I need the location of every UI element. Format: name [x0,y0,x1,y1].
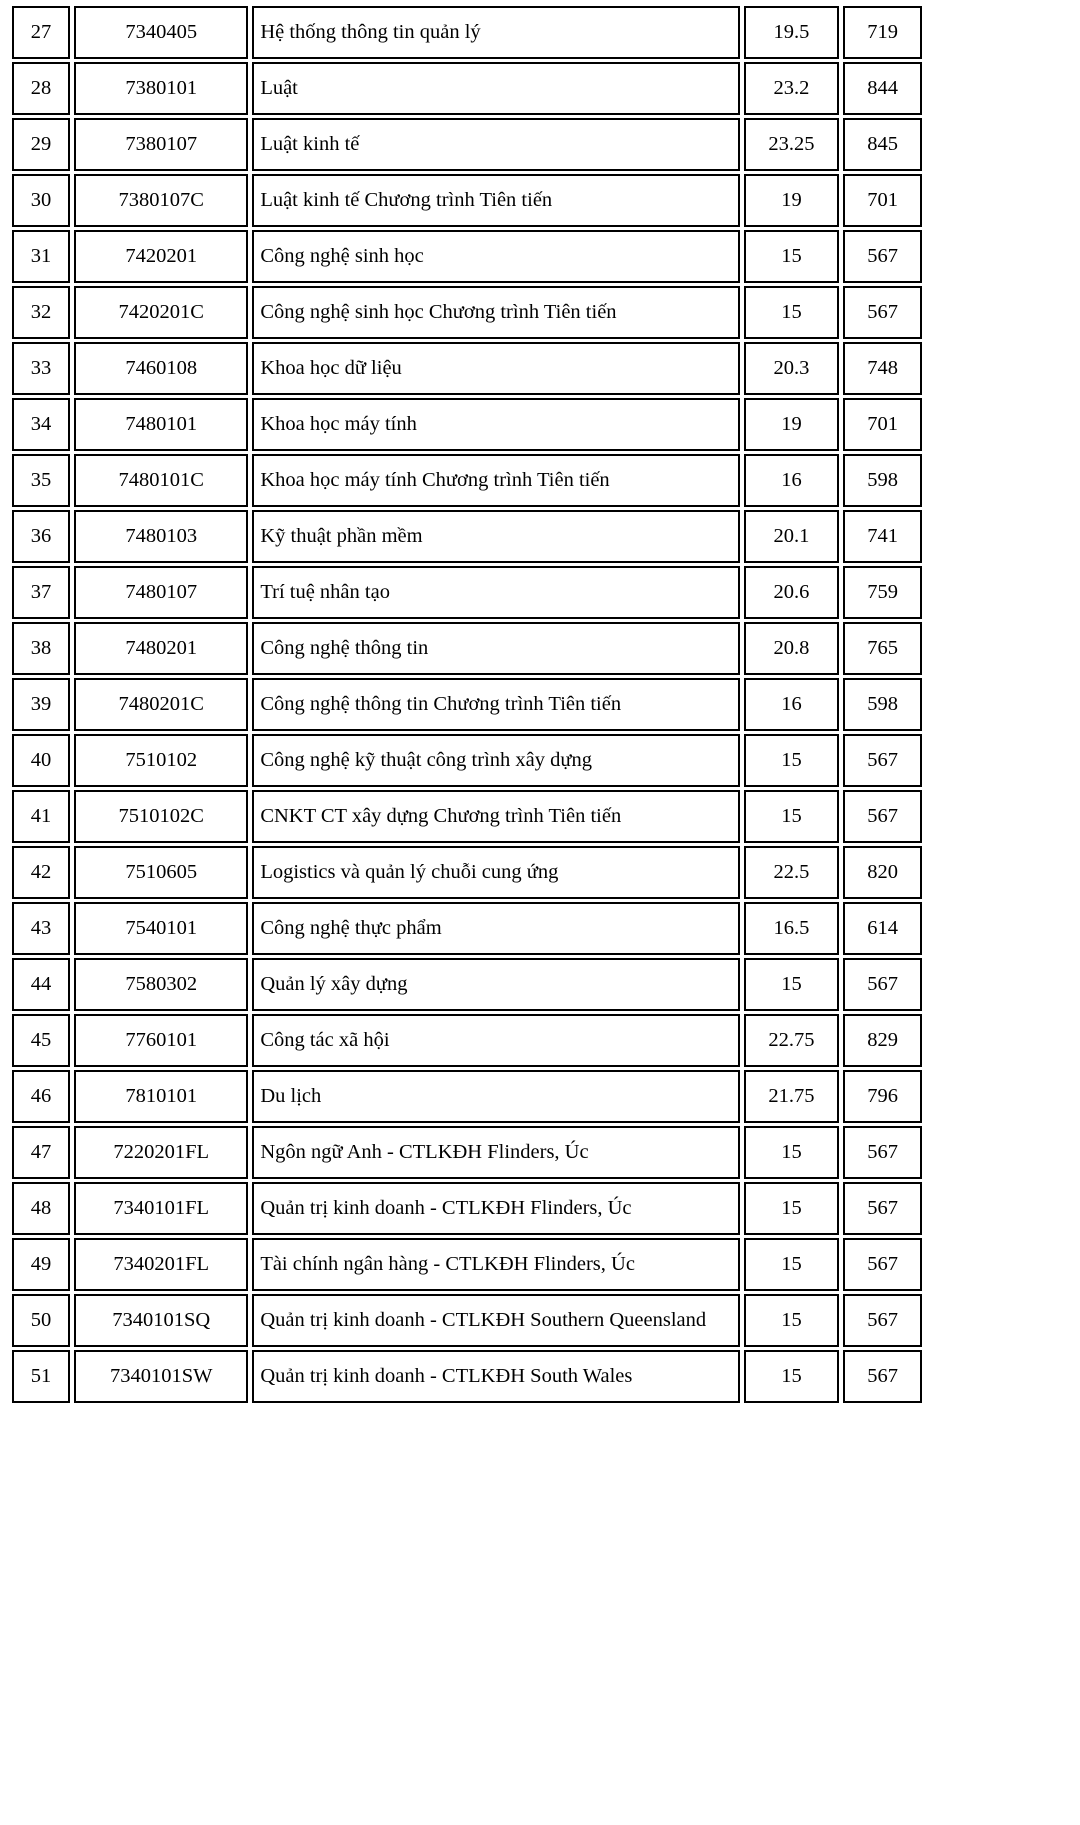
table-row [12,1294,922,1347]
row-index-cell: 28 [12,62,70,115]
quota-cell: 845 [843,118,922,171]
quota-cell: 741 [843,510,922,563]
row-index-cell: 34 [12,398,70,451]
score-cell: 15 [744,958,839,1011]
table-row [12,846,922,899]
major-name-cell: Công nghệ kỹ thuật công trình xây dựng [252,734,739,787]
table-row [12,622,922,675]
major-code-cell: 7480103 [74,510,248,563]
major-code-cell: 7340101SW [74,1350,248,1403]
major-name-cell: Công tác xã hội [252,1014,739,1067]
major-code-cell: 7480101C [74,454,248,507]
row-index-cell: 39 [12,678,70,731]
row-index-cell: 37 [12,566,70,619]
table-row [12,62,922,115]
table-row [12,6,922,59]
score-cell: 16 [744,454,839,507]
major-code-cell: 7340405 [74,6,248,59]
table-row [12,902,922,955]
major-name-cell: CNKT CT xây dựng Chương trình Tiên tiến [252,790,739,843]
quota-cell: 567 [843,1126,922,1179]
row-index-cell: 29 [12,118,70,171]
score-cell: 19 [744,174,839,227]
major-name-cell: Tài chính ngân hàng - CTLKĐH Flinders, Úc [252,1238,739,1291]
major-code-cell: 7760101 [74,1014,248,1067]
row-index-cell: 48 [12,1182,70,1235]
score-cell: 23.2 [744,62,839,115]
major-name-cell: Quản trị kinh doanh - CTLKĐH Southern Queensland [252,1294,739,1347]
major-name-cell: Khoa học máy tính Chương trình Tiên tiến [252,454,739,507]
quota-cell: 567 [843,1294,922,1347]
major-code-cell: 7540101 [74,902,248,955]
major-code-cell: 7380107C [74,174,248,227]
major-code-cell: 7580302 [74,958,248,1011]
row-index-cell: 46 [12,1070,70,1123]
major-code-cell: 7340201FL [74,1238,248,1291]
table-row [12,1238,922,1291]
score-cell: 15 [744,734,839,787]
row-index-cell: 40 [12,734,70,787]
major-name-cell: Quản lý xây dựng [252,958,739,1011]
table-row [12,566,922,619]
quota-cell: 614 [843,902,922,955]
score-cell: 20.6 [744,566,839,619]
major-code-cell: 7420201 [74,230,248,283]
row-index-cell: 36 [12,510,70,563]
score-cell: 20.3 [744,342,839,395]
row-index-cell: 49 [12,1238,70,1291]
quota-cell: 748 [843,342,922,395]
major-name-cell: Quản trị kinh doanh - CTLKĐH South Wales [252,1350,739,1403]
table-row [12,230,922,283]
score-cell: 15 [744,1350,839,1403]
row-index-cell: 32 [12,286,70,339]
major-name-cell: Công nghệ thông tin Chương trình Tiên tiến [252,678,739,731]
row-index-cell: 45 [12,1014,70,1067]
table-body [12,6,922,1403]
score-cell: 19.5 [744,6,839,59]
row-index-cell: 27 [12,6,70,59]
major-code-cell: 7480201C [74,678,248,731]
row-index-cell: 50 [12,1294,70,1347]
admission-score-table [8,3,926,1406]
major-code-cell: 7510605 [74,846,248,899]
quota-cell: 567 [843,958,922,1011]
row-index-cell: 51 [12,1350,70,1403]
score-cell: 20.8 [744,622,839,675]
quota-cell: 567 [843,1182,922,1235]
table-row [12,286,922,339]
major-code-cell: 7380101 [74,62,248,115]
major-name-cell: Khoa học máy tính [252,398,739,451]
quota-cell: 567 [843,1238,922,1291]
table-row [12,1182,922,1235]
major-name-cell: Công nghệ thông tin [252,622,739,675]
major-name-cell: Công nghệ sinh học Chương trình Tiên tiến [252,286,739,339]
major-name-cell: Hệ thống thông tin quản lý [252,6,739,59]
row-index-cell: 41 [12,790,70,843]
table-row [12,174,922,227]
table-row [12,790,922,843]
score-cell: 15 [744,230,839,283]
quota-cell: 598 [843,454,922,507]
score-cell: 15 [744,286,839,339]
major-name-cell: Luật [252,62,739,115]
score-cell: 15 [744,1126,839,1179]
table-row [12,454,922,507]
major-name-cell: Ngôn ngữ Anh - CTLKĐH Flinders, Úc [252,1126,739,1179]
major-code-cell: 7340101FL [74,1182,248,1235]
row-index-cell: 38 [12,622,70,675]
row-index-cell: 42 [12,846,70,899]
major-name-cell: Khoa học dữ liệu [252,342,739,395]
quota-cell: 759 [843,566,922,619]
score-cell: 15 [744,1182,839,1235]
quota-cell: 567 [843,1350,922,1403]
score-cell: 19 [744,398,839,451]
score-cell: 23.25 [744,118,839,171]
row-index-cell: 44 [12,958,70,1011]
row-index-cell: 43 [12,902,70,955]
row-index-cell: 35 [12,454,70,507]
quota-cell: 701 [843,398,922,451]
major-name-cell: Trí tuệ nhân tạo [252,566,739,619]
major-code-cell: 7420201C [74,286,248,339]
quota-cell: 719 [843,6,922,59]
table-row [12,398,922,451]
major-code-cell: 7510102 [74,734,248,787]
row-index-cell: 33 [12,342,70,395]
major-code-cell: 7810101 [74,1070,248,1123]
quota-cell: 829 [843,1014,922,1067]
score-cell: 21.75 [744,1070,839,1123]
quota-cell: 765 [843,622,922,675]
quota-cell: 796 [843,1070,922,1123]
table-row [12,678,922,731]
major-code-cell: 7340101SQ [74,1294,248,1347]
quota-cell: 598 [843,678,922,731]
score-cell: 15 [744,1238,839,1291]
quota-cell: 844 [843,62,922,115]
major-code-cell: 7480201 [74,622,248,675]
table-row [12,1126,922,1179]
major-code-cell: 7510102C [74,790,248,843]
quota-cell: 820 [843,846,922,899]
quota-cell: 701 [843,174,922,227]
major-code-cell: 7480101 [74,398,248,451]
score-cell: 22.5 [744,846,839,899]
major-code-cell: 7460108 [74,342,248,395]
major-name-cell: Công nghệ sinh học [252,230,739,283]
major-name-cell: Luật kinh tế [252,118,739,171]
major-name-cell: Logistics và quản lý chuỗi cung ứng [252,846,739,899]
quota-cell: 567 [843,230,922,283]
score-cell: 15 [744,1294,839,1347]
score-cell: 22.75 [744,1014,839,1067]
score-cell: 16 [744,678,839,731]
table-row [12,734,922,787]
row-index-cell: 31 [12,230,70,283]
table-row [12,342,922,395]
row-index-cell: 47 [12,1126,70,1179]
quota-cell: 567 [843,734,922,787]
major-name-cell: Du lịch [252,1070,739,1123]
table-row [12,510,922,563]
score-cell: 15 [744,790,839,843]
major-code-cell: 7480107 [74,566,248,619]
quota-cell: 567 [843,790,922,843]
major-name-cell: Kỹ thuật phần mềm [252,510,739,563]
table-row [12,1070,922,1123]
table-row [12,1014,922,1067]
table-row [12,118,922,171]
major-code-cell: 7380107 [74,118,248,171]
major-name-cell: Quản trị kinh doanh - CTLKĐH Flinders, Úc [252,1182,739,1235]
table-row [12,958,922,1011]
major-code-cell: 7220201FL [74,1126,248,1179]
table-row [12,1350,922,1403]
major-name-cell: Công nghệ thực phẩm [252,902,739,955]
quota-cell: 567 [843,286,922,339]
score-cell: 16.5 [744,902,839,955]
major-name-cell: Luật kinh tế Chương trình Tiên tiến [252,174,739,227]
score-cell: 20.1 [744,510,839,563]
row-index-cell: 30 [12,174,70,227]
